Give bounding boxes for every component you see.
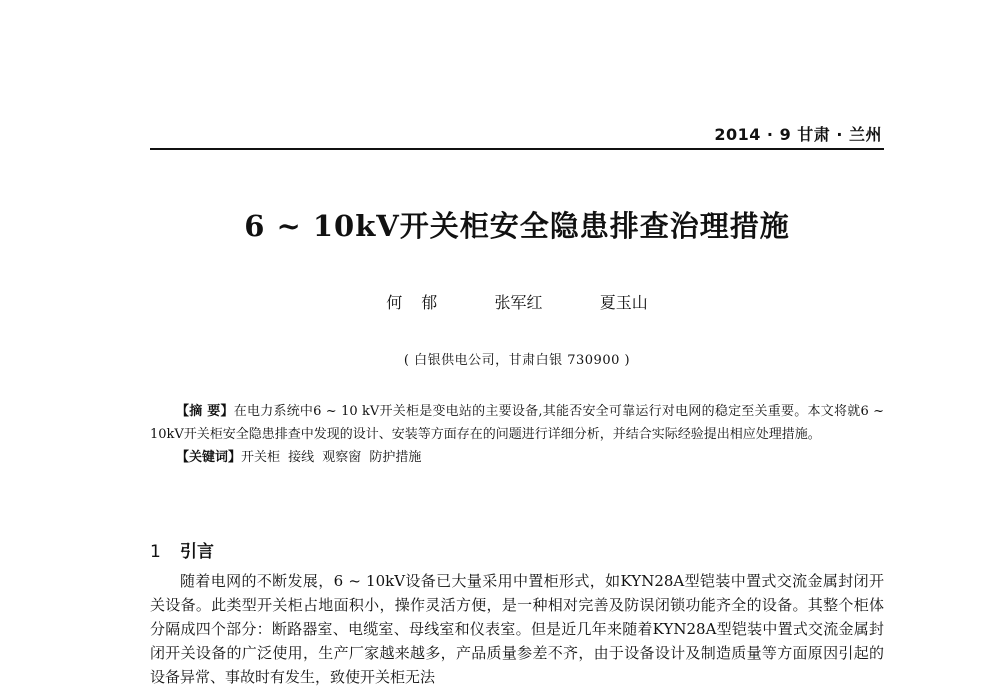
body-paragraph: 随着电网的不断发展，6 ~ 10kV设备已大量采用中置柜形式，如KYN28A型铠装中置式交流金属封闭开关设备。此类型开关柜占地面积小，操作灵活方便，是一种相对完善及防误闭锁功能齐全的设备。其整个柜体分隔成四个部分：断路器室、电缆室、母线室和仪表室。但是近几年来随着KYN28A型铠装中置式交流金属封闭开关设备的广泛使用，生产厂家越来越多，产品质量参差不齐，由于设备设计及制造质量等方面原因引起的设备异常、事故时有发生，致使开关柜无法 [150, 572, 884, 686]
section-number: 1 [150, 542, 161, 562]
paper-authors: 何 郁 张军红 夏玉山 [386, 293, 648, 312]
abstract-text: 在电力系统中6 ~ 10 kV开关柜是变电站的主要设备,其能否安全可靠运行对电网的稳定至关重要。本文将就6 ~ 10kV开关柜安全隐患排查中发现的设计、安装等方面存在的问题进行详细分析，并结合实际经验提出相应处理措施。 [150, 404, 884, 442]
running-header-text: 2014 · 9 甘肃 · 兰州 [714, 125, 882, 144]
paper-affiliation: ( 白银供电公司，甘肃白银 730900 ) [403, 353, 631, 368]
keywords-label: 【关键词】 [176, 450, 242, 465]
section-title: 引言 [180, 542, 214, 562]
running-header [150, 120, 884, 150]
abstract-label: 【摘 要】 [176, 404, 234, 419]
keywords-text: 开关柜 接线 观察窗 防护措施 [241, 450, 422, 465]
abstract-block [150, 400, 884, 469]
paper-title: 6 ~ 10kV开关柜安全隐患排查治理措施 [244, 209, 790, 243]
abstract-paragraph [150, 400, 884, 446]
section-heading [150, 537, 214, 562]
body-text [150, 569, 884, 689]
keywords-paragraph [150, 446, 884, 469]
